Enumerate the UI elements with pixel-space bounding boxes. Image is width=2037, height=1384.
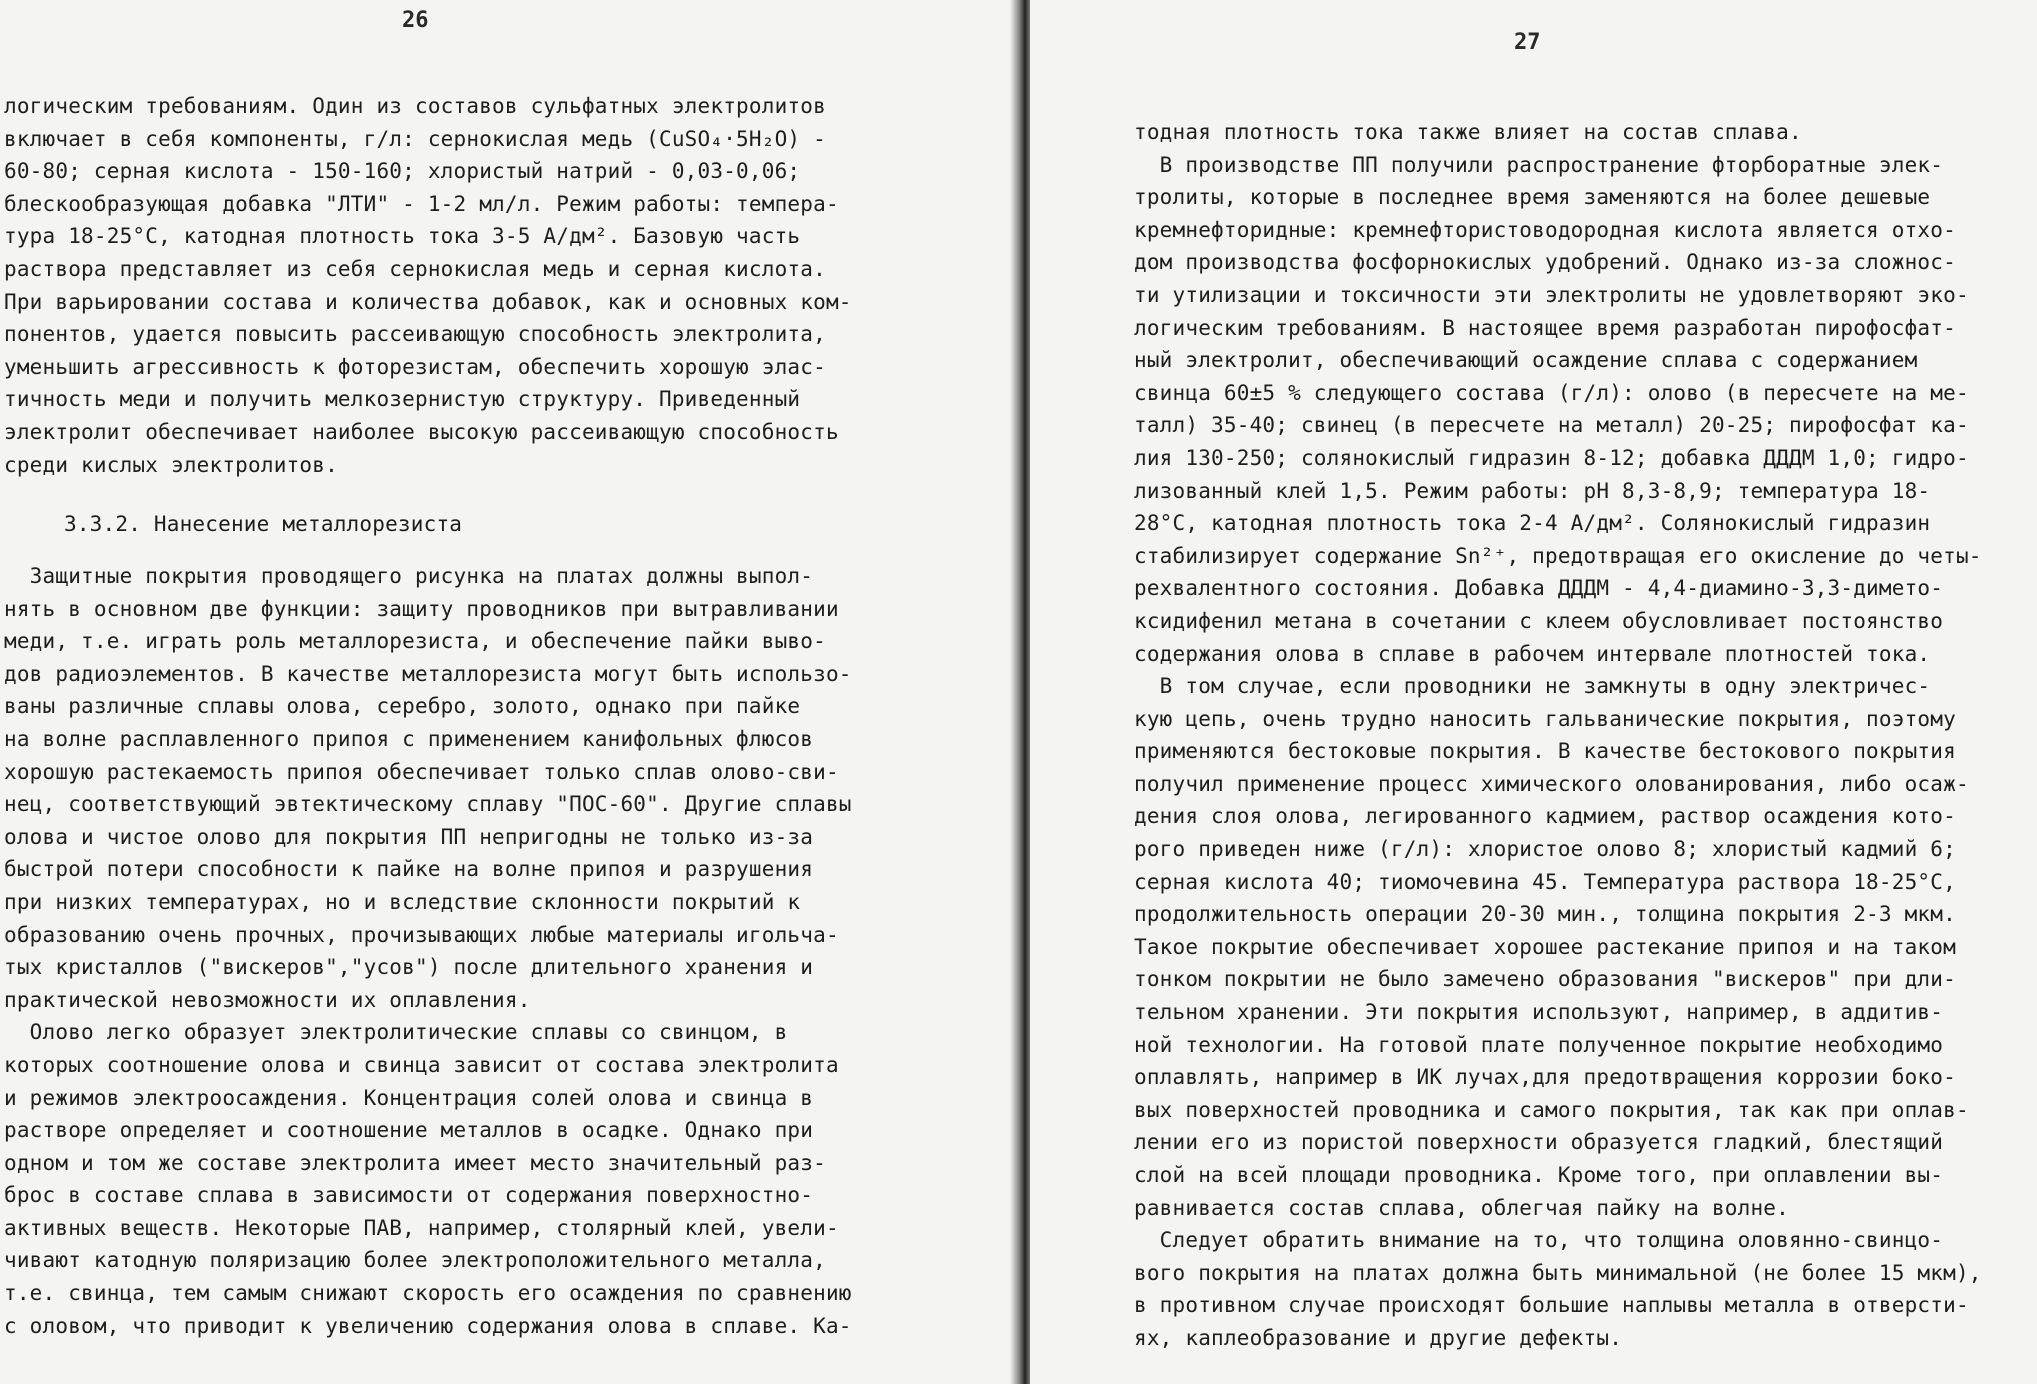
text-line: лия 130-250; солянокислый гидразин 8-12; добавка ДДДМ 1,0; гидро-	[1134, 445, 1969, 470]
text-line: тичность меди и получить мелкозернистую структуру. Приведенный	[4, 387, 801, 412]
text-line: и режимов электроосаждения. Концентрация солей олова и свинца в	[4, 1085, 814, 1110]
text-line: с оловом, что приводит к увеличению содержания олова в сплаве. Ка-	[4, 1313, 852, 1338]
text-line: Следует обратить внимание на то, что толщина оловянно-свинцо-	[1134, 1228, 1944, 1253]
text-line: нец, соответствующий эвтектическому сплаву "ПОС-60". Другие сплавы	[4, 792, 852, 817]
text-line: В производстве ПП получили распространение фторборатные элек-	[1134, 152, 1944, 177]
text-line: быстрой потери способности к пайке на волне припоя и разрушения	[4, 857, 814, 882]
text-line: ксидифенил метана в сочетании с клеем обусловливает постоянство	[1134, 608, 1944, 633]
text-line: при низких температурах, но и вследствие склонности покрытий к	[4, 889, 801, 914]
text-line: образованию очень прочных, прочизывающих любые материалы игольча-	[4, 922, 839, 947]
text-line: ваны различные сплавы олова, серебро, золото, однако при пайке	[4, 694, 801, 719]
text-line: растворе определяет и соотношение металлов в осадке. Однако при	[4, 1118, 814, 1143]
page-number: 27	[1514, 30, 1541, 55]
text-line: чивают катодную поляризацию более электроположительного металла,	[4, 1248, 826, 1273]
text-line: ной технологии. На готовой плате полученное покрытие необходимо	[1134, 1032, 1944, 1057]
text-line: Олово легко образует электролитические сплавы со свинцом, в	[4, 1020, 788, 1045]
text-line: свинца 60±5 % следующего состава (г/л): олово (в пересчете на ме-	[1134, 380, 1969, 405]
text-line: серная кислота 40; тиомочевина 45. Температура раствора 18-25°C,	[1134, 869, 1956, 894]
text-line: одном и том же составе электролита имеет место значительный раз-	[4, 1150, 826, 1175]
paragraph	[4, 90, 852, 481]
text-line: тура 18-25°C, катодная плотность тока 3-5 А/дм². Базовую часть	[4, 224, 801, 249]
text-line: уменьшить агрессивность к фоторезистам, обеспечить хорошую элас-	[4, 354, 826, 379]
text-line: хорошую растекаемость припоя обеспечивает только сплав олово-сви-	[4, 759, 839, 784]
text-line: ях, каплеобразование и другие дефекты.	[1134, 1325, 1623, 1350]
text-line: логическим требованиям. Один из составов сульфатных электролитов	[4, 94, 826, 118]
text-line: на волне расплавленного припоя с применением канифольных флюсов	[4, 726, 814, 751]
text-line: тых кристаллов ("вискеров","усов") после длительного хранения и	[4, 955, 814, 980]
text-line: вых поверхностей проводника и самого покрытия, так как при оплав-	[1134, 1097, 1969, 1122]
paragraph	[1134, 116, 1982, 1355]
text-line: в противном случае происходят большие наплывы металла в отверсти-	[1134, 1293, 1969, 1318]
text-line: Такое покрытие обеспечивает хорошее растекание припоя и на таком	[1134, 934, 1956, 959]
text-line: нять в основном две функции: защиту проводников при вытравливании	[4, 596, 839, 621]
text-line: применяются бестоковые покрытия. В качестве бестокового покрытия	[1134, 739, 1956, 764]
text-line: дения слоя олова, легированного кадмием, раствор осаждения кото-	[1134, 804, 1956, 829]
text-line: 60-80; серная кислота - 150-160; хлористый натрий - 0,03-0,06;	[4, 159, 801, 184]
text-line: которых соотношение олова и свинца зависит от состава электролита	[4, 1052, 839, 1077]
section-heading: 3.3.2. Нанесение металлорезиста	[64, 512, 463, 536]
text-line: блескообразующая добавка "ЛТИ" - 1-2 мл/л. Режим работы: темпера-	[4, 191, 839, 216]
text-line: меди, т.е. играть роль металлорезиста, и обеспечение пайки выво-	[4, 629, 826, 654]
text-line: включает в себя компоненты, г/л: сернокислая медь (CuSO₄·5H₂O) -	[4, 126, 826, 151]
page-number: 26	[402, 8, 429, 33]
text-line: кремнефторидные: кремнефтористоводородная кислота является отхо-	[1134, 217, 1956, 242]
text-line: тельном хранении. Эти покрытия используют, например, в аддитив-	[1134, 1000, 1944, 1025]
text-line: В том случае, если проводники не замкнуты в одну электричес-	[1134, 674, 1931, 699]
text-line: При варьировании состава и количества добавок, как и основных ком-	[4, 289, 852, 314]
text-line: тролиты, которые в последнее время заменяются на более дешевые	[1134, 185, 1931, 210]
text-line: среди кислых электролитов.	[4, 452, 338, 477]
right-page	[1030, 0, 2037, 1384]
text-line: лизованный клей 1,5. Режим работы: pH 8,3-8,9; температура 18-	[1134, 478, 1931, 503]
text-line: равнивается состав сплава, облегчая пайку на волне.	[1134, 1195, 1789, 1220]
text-line: содержания олова в сплаве в рабочем интервале плотностей тока.	[1134, 641, 1931, 666]
text-line: оплавлять, например в ИК лучах,для предотвращения коррозии боко-	[1134, 1065, 1956, 1090]
text-line: дов радиоэлементов. В качестве металлорезиста могут быть использо-	[4, 661, 852, 686]
text-line: рехвалентного состояния. Добавка ДДДМ - 4,4-диамино-3,3-димето-	[1134, 576, 1944, 601]
text-line: талл) 35-40; свинец (в пересчете на металл) 20-25; пирофосфат ка-	[1134, 413, 1969, 438]
text-line: лении его из пористой поверхности образуется гладкий, блестящий	[1134, 1130, 1944, 1155]
text-line: 28°C, катодная плотность тока 2-4 А/дм². Солянокислый гидразин	[1134, 511, 1931, 536]
text-line: олова и чистое олово для покрытия ПП непригодны не только из-за	[4, 824, 814, 849]
text-line: стабилизирует содержание Sn²⁺, предотвращая его окисление до четы-	[1134, 543, 1982, 568]
text-line: тонком покрытии не было замечено образования "вискеров" при дли-	[1134, 967, 1956, 992]
text-line: получил применение процесс химического олованирования, либо осаж-	[1134, 771, 1969, 796]
text-line: логическим требованиям. В настоящее время разработан пирофосфат-	[1134, 315, 1956, 340]
text-line: раствора представляет из себя сернокислая медь и серная кислота.	[4, 256, 826, 281]
text-line: продолжительность операции 20-30 мин., толщина покрытия 2-3 мкм.	[1134, 902, 1956, 927]
text-line: ти утилизации и токсичности эти электролиты не удовлетворяют эко-	[1134, 282, 1969, 307]
text-line: активных веществ. Некоторые ПАВ, например, столярный клей, увели-	[4, 1215, 839, 1240]
text-line: слой на всей площади проводника. Кроме того, при оплавлении вы-	[1134, 1163, 1944, 1187]
text-line: тодная плотность тока также влияет на состав сплава.	[1134, 120, 1802, 144]
text-line: Защитные покрытия проводящего рисунка на платах должны выпол-	[4, 564, 814, 588]
text-line: брос в составе сплава в зависимости от содержания поверхностно-	[4, 1183, 814, 1208]
text-line: дом производства фосфорнокислых удобрений. Однако из-за сложнос-	[1134, 250, 1956, 275]
text-line: т.е. свинца, тем самым снижают скорость его осаждения по сравнению	[4, 1281, 852, 1306]
text-line: рого приведен ниже (г/л): хлористое олово 8; хлористый кадмий 6;	[1134, 837, 1956, 862]
text-line: электролит обеспечивает наиболее высокую рассеивающую способность	[4, 419, 839, 444]
text-line: вого покрытия на платах должна быть минимальной (не более 15 мкм),	[1134, 1260, 1982, 1285]
text-line: кую цепь, очень трудно наносить гальванические покрытия, поэтому	[1134, 706, 1956, 731]
text-line: понентов, удается повысить рассеивающую способность электролита,	[4, 322, 826, 347]
left-page	[0, 0, 1018, 1384]
paragraph	[4, 560, 852, 1342]
text-line: практической невозможности их оплавления.	[4, 987, 531, 1012]
text-line: ный электролит, обеспечивающий осаждение сплава с содержанием	[1134, 348, 1918, 373]
